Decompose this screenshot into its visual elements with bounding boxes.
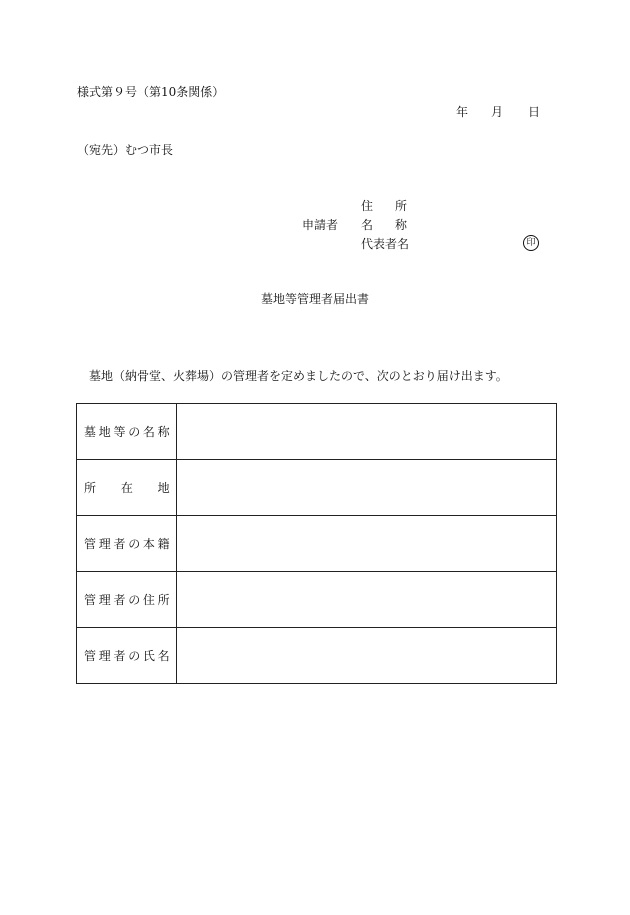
table-row — [77, 516, 557, 572]
manager-name-field[interactable] — [176, 628, 556, 684]
applicant-label: 申請者 — [302, 218, 339, 232]
row-label-manager-address: 管理者の住所 — [77, 572, 177, 628]
row-label-manager-name: 管理者の氏名 — [77, 628, 177, 684]
body-text: 墓地（納骨堂、火葬場）の管理者を定めましたので、次のとおり届け出ます。 — [89, 369, 508, 383]
date-month-label: 月 — [491, 105, 504, 119]
seal-mark: 印 — [523, 235, 539, 251]
applicant-representative-label: 代表者名 — [361, 237, 410, 251]
date-day-label: 日 — [528, 105, 541, 119]
applicant-address-label: 住所 — [361, 199, 430, 213]
applicant-name-label: 名称 — [361, 218, 430, 232]
table-row — [77, 628, 557, 684]
table-row — [77, 572, 557, 628]
date-year-label: 年 — [456, 105, 469, 119]
table-row — [77, 404, 557, 460]
location-field[interactable] — [176, 460, 556, 516]
row-label-manager-domicile: 管理者の本籍 — [77, 516, 177, 572]
addressee: （宛先）むつ市長 — [77, 143, 174, 157]
manager-domicile-field[interactable] — [176, 516, 556, 572]
manager-address-field[interactable] — [176, 572, 556, 628]
row-label-location: 所在地 — [77, 460, 177, 516]
date-line — [456, 105, 540, 119]
cemetery-name-field[interactable] — [176, 404, 556, 460]
table-row — [77, 460, 557, 516]
row-label-cemetery-name: 墓地等の名称 — [77, 404, 177, 460]
form-number: 様式第９号（第10条関係） — [77, 85, 225, 99]
form-table — [76, 403, 557, 684]
document-title: 墓地等管理者届出書 — [260, 292, 369, 306]
